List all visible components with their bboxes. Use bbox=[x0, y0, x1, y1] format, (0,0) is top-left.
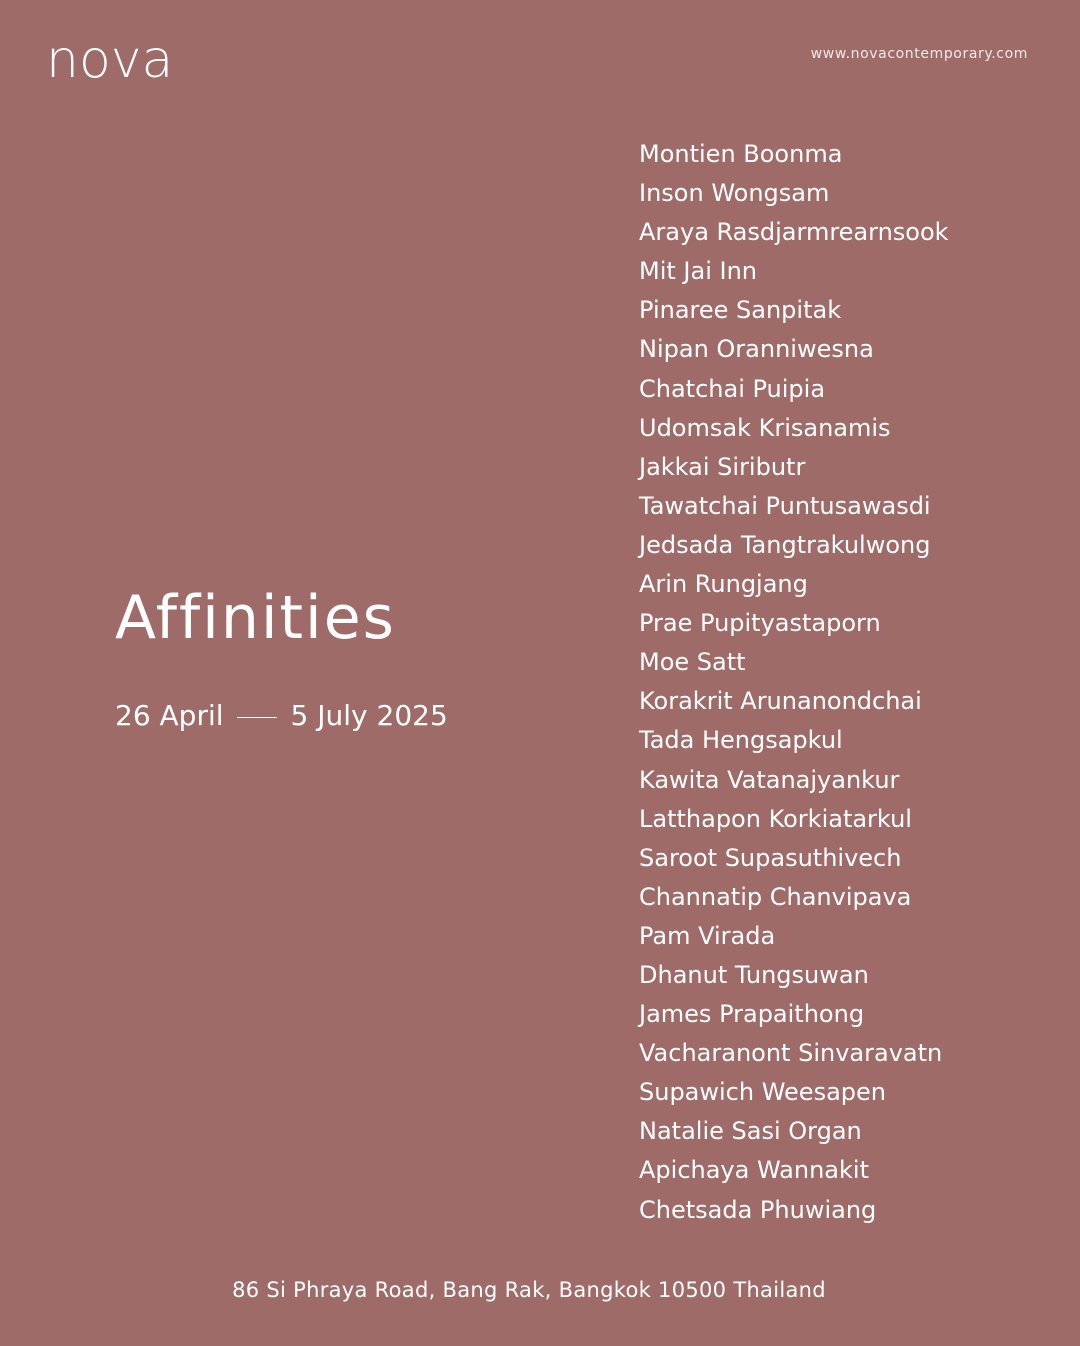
artist-name: Latthapon Korkiatarkul bbox=[639, 804, 912, 833]
start-date: 26 April bbox=[115, 699, 224, 732]
gallery-address: 86 Si Phraya Road, Bang Rak, Bangkok 10500 Thailand bbox=[232, 1278, 826, 1302]
artist-name: Inson Wongsam bbox=[639, 179, 830, 208]
date-range-dash bbox=[237, 717, 277, 718]
artist-name: Chetsada Phuwiang bbox=[639, 1195, 877, 1224]
artist-name: Channatip Chanvipava bbox=[639, 882, 912, 911]
artist-name: Pinaree Sanpitak bbox=[639, 296, 842, 325]
end-date: 5 July 2025 bbox=[290, 699, 448, 732]
exhibition-dates bbox=[115, 699, 448, 732]
artist-name: Chatchai Puipia bbox=[639, 374, 826, 403]
artist-name: Tawatchai Puntusawasdi bbox=[639, 491, 931, 520]
artist-name: Supawich Weesapen bbox=[639, 1078, 886, 1107]
artist-name: Jedsada Tangtrakulwong bbox=[639, 530, 931, 559]
gallery-logo: nova bbox=[46, 30, 174, 90]
artist-name: Saroot Supasuthivech bbox=[639, 843, 902, 872]
website-url[interactable]: www.novacontemporary.com bbox=[810, 46, 1028, 62]
artist-name: Mit Jai Inn bbox=[639, 257, 757, 286]
artist-name: Araya Rasdjarmrearnsook bbox=[639, 218, 949, 247]
artist-name: Udomsak Krisanamis bbox=[639, 413, 891, 442]
artist-name: James Prapaithong bbox=[639, 1000, 865, 1029]
artist-name: Vacharanont Sinvaravatn bbox=[639, 1039, 943, 1068]
artist-name: Pam Virada bbox=[639, 921, 776, 950]
artist-name: Korakrit Arunanondchai bbox=[639, 687, 922, 716]
exhibition-title: Affinities bbox=[115, 583, 396, 653]
artist-name: Kawita Vatanajyankur bbox=[639, 765, 900, 794]
artist-name: Dhanut Tungsuwan bbox=[639, 960, 869, 989]
artist-name: Montien Boonma bbox=[639, 140, 843, 168]
artist-name: Tada Hengsapkul bbox=[639, 726, 843, 755]
artist-list bbox=[639, 135, 949, 1230]
artist-name: Natalie Sasi Organ bbox=[639, 1117, 862, 1146]
artist-name: Moe Satt bbox=[639, 648, 746, 677]
artist-name: Nipan Oranniwesna bbox=[639, 335, 874, 364]
artist-name: Jakkai Siributr bbox=[639, 452, 806, 481]
artist-name: Prae Pupityastaporn bbox=[639, 609, 881, 638]
artist-name: Arin Rungjang bbox=[639, 570, 808, 599]
artist-name: Apichaya Wannakit bbox=[639, 1156, 869, 1185]
